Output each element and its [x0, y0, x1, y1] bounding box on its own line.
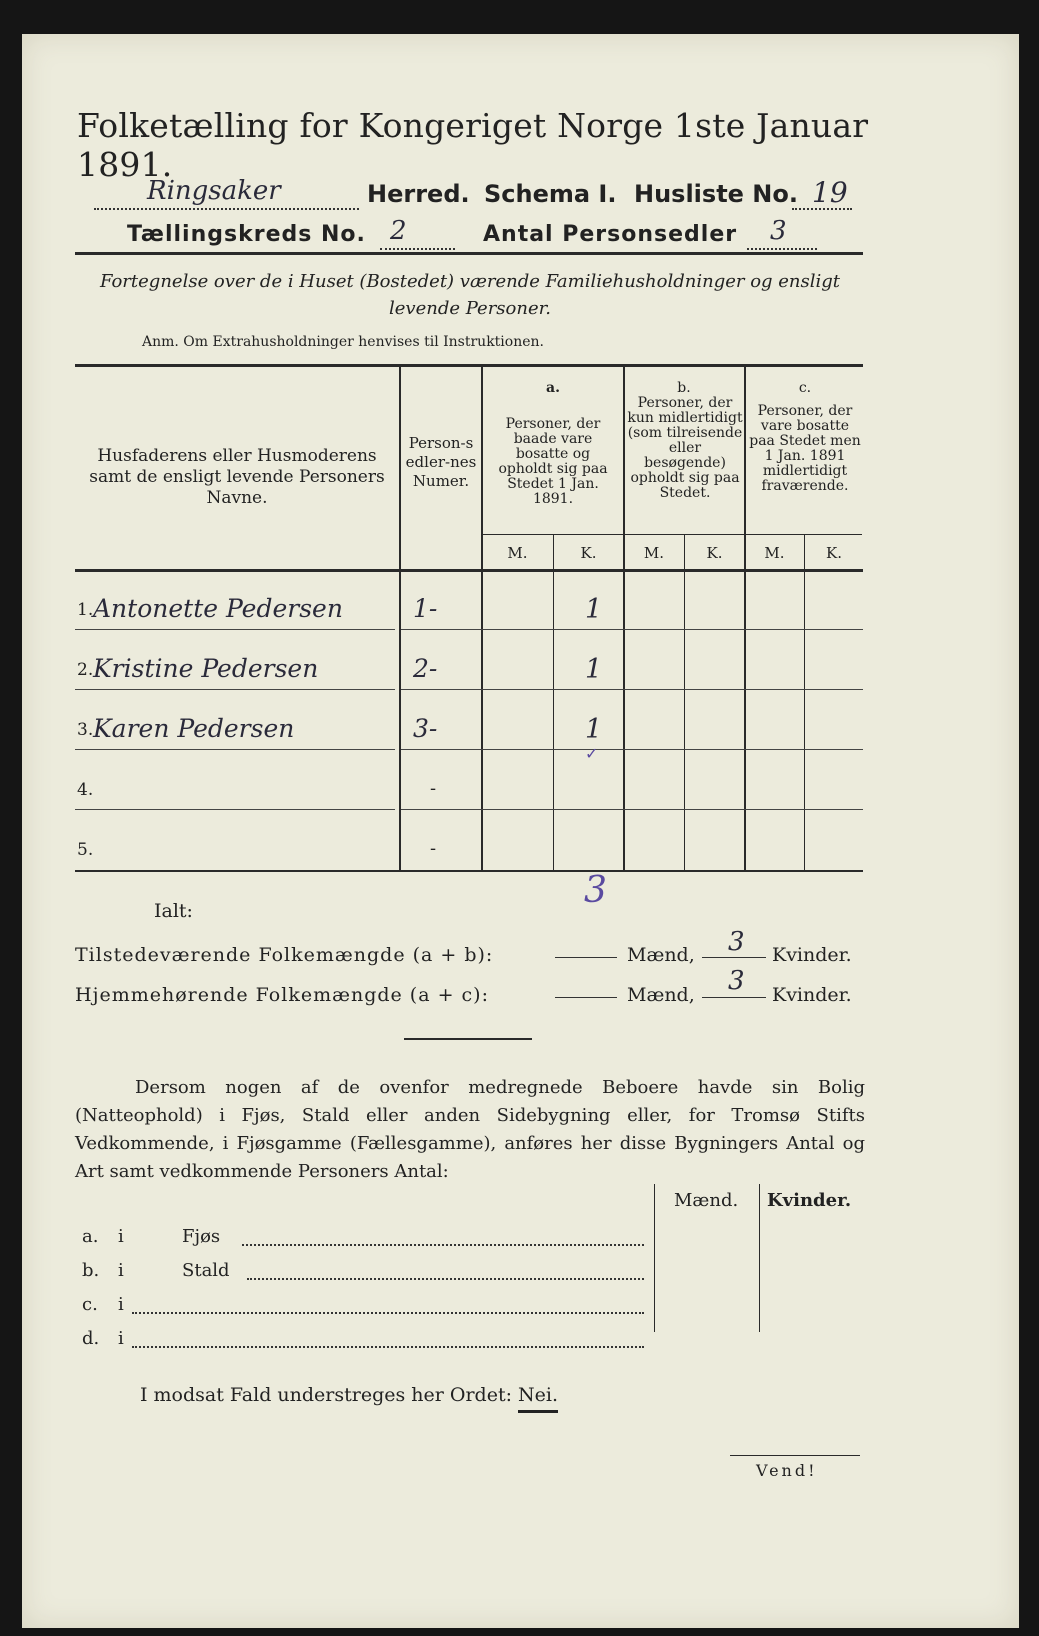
- table-row: [75, 814, 863, 870]
- building-row: [82, 1290, 652, 1320]
- count-a-k: 1: [585, 594, 603, 625]
- count-a-k: 1: [585, 714, 603, 745]
- building-i: i: [118, 1294, 124, 1315]
- k-label: K.: [580, 544, 597, 562]
- check-mark: ✓: [585, 744, 599, 763]
- building-letter: d.: [82, 1328, 100, 1349]
- building-letter: b.: [82, 1260, 100, 1281]
- building-row: [82, 1256, 652, 1286]
- personseddel-number: -: [430, 838, 437, 859]
- personseddel-number: 1-: [413, 594, 438, 623]
- tilstede-m-line: [555, 957, 617, 958]
- building-letter: a.: [82, 1226, 99, 1247]
- table-row: [75, 694, 863, 763]
- col-b-header: Personer, der kun midlertidigt (som tilreisende eller besøgende) opholdt sig paa Stedet.: [627, 395, 743, 501]
- modsat-prefix: I modsat Fald understreges her Ordet:: [140, 1384, 512, 1406]
- m-label: M.: [643, 544, 665, 562]
- table-row: [75, 754, 863, 814]
- maend-label: Mænd,: [627, 984, 695, 1006]
- kreds-label: Tællingskreds No.: [127, 222, 366, 247]
- husliste-value: 19: [812, 176, 848, 209]
- nei-word: Nei.: [518, 1384, 558, 1413]
- personseddel-number: -: [430, 778, 437, 799]
- col-a-header: Personer, der baade vare bosatte og opholdt sig paa Stedet 1 Jan. 1891.: [498, 416, 608, 507]
- kvinder-label: Kvinder.: [772, 944, 852, 966]
- buildings-vline: [654, 1184, 655, 1332]
- person-name: Karen Pedersen: [93, 714, 295, 743]
- building-label: Fjøs: [182, 1226, 221, 1247]
- row-number: 5.: [77, 840, 94, 860]
- building-i: i: [118, 1226, 124, 1247]
- hjemme-kvinder-value: 3: [728, 966, 745, 996]
- hjemme-label: Hjemmehørende Folkemængde (a + c):: [75, 984, 489, 1006]
- buildings-kvinder-header: Kvinder.: [767, 1190, 852, 1211]
- col-name-header: Husfaderens eller Husmoderens samt de ensligt levende Personers Navne.: [89, 446, 385, 508]
- header-rule: [75, 252, 863, 255]
- tilstede-label: Tilstedeværende Folkemængde (a + b):: [75, 944, 494, 966]
- building-row: [82, 1324, 652, 1354]
- m-label: M.: [507, 544, 528, 562]
- col-a-letter: a.: [546, 380, 560, 396]
- personseddel-number: 3-: [413, 714, 438, 743]
- k-label: K.: [826, 544, 842, 562]
- building-i: i: [118, 1260, 124, 1281]
- table-bottom-rule: [75, 870, 863, 872]
- table-row: [75, 634, 863, 694]
- tilstede-k-line: [702, 957, 766, 958]
- herred-value: Ringsaker: [147, 176, 281, 206]
- row-number: 3.: [77, 720, 94, 740]
- ialt-label: Ialt:: [154, 900, 193, 922]
- census-form-sheet: [22, 34, 1019, 1628]
- personsedler-label: Antal Personsedler: [483, 222, 738, 247]
- vend-label: Vend!: [756, 1461, 818, 1480]
- personsedler-value: 3: [770, 216, 787, 246]
- building-row: [82, 1222, 652, 1252]
- vend-rule: [730, 1455, 860, 1456]
- herred-label: Herred.: [367, 180, 470, 208]
- building-label: Stald: [182, 1260, 230, 1281]
- husliste-label: Husliste No.: [634, 180, 798, 208]
- row-number: 1.: [77, 600, 94, 620]
- hjemme-k-line: [702, 997, 766, 998]
- section-divider: [404, 1038, 532, 1040]
- table-row: [75, 574, 863, 634]
- row-number: 4.: [77, 780, 94, 800]
- mk-rule: [482, 534, 862, 535]
- maend-label: Mænd,: [627, 944, 695, 966]
- kreds-value: 2: [390, 216, 407, 246]
- row-number: 2.: [77, 660, 94, 680]
- person-name: Kristine Pedersen: [93, 654, 319, 683]
- buildings-vline: [759, 1184, 760, 1332]
- modsat-text: [140, 1384, 558, 1406]
- building-i: i: [118, 1328, 124, 1349]
- ialt-value: 3: [584, 870, 607, 911]
- hjemme-m-line: [555, 997, 617, 998]
- buildings-maend-header: Mænd.: [674, 1190, 739, 1211]
- col-num-header: Person-sedler-nes Numer.: [405, 434, 477, 490]
- person-name: Antonette Pedersen: [93, 594, 343, 623]
- form-title: Folketælling for Kongeriget Norge 1ste Januar 1891.: [77, 106, 869, 184]
- k-label: K.: [706, 544, 723, 562]
- kvinder-label: Kvinder.: [772, 984, 852, 1006]
- col-b-letter: b.: [677, 380, 691, 396]
- count-a-k: 1: [585, 654, 603, 685]
- col-c-letter: c.: [798, 380, 812, 396]
- tilstede-kvinder-value: 3: [728, 927, 745, 957]
- building-letter: c.: [82, 1294, 98, 1315]
- intro-text: Fortegnelse over de i Huset (Bostedet) værende Familiehusholdninger og ensligt levende Personer.: [99, 271, 841, 319]
- m-label: M.: [764, 544, 785, 562]
- schema-label: Schema I.: [484, 180, 617, 208]
- col-c-header: Personer, der vare bosatte paa Stedet men 1 Jan. 1891 midlertidigt fraværende.: [749, 403, 861, 494]
- personseddel-number: 2-: [413, 654, 438, 683]
- anm-note: Anm. Om Extrahusholdninger henvises til Instruktionen.: [142, 334, 544, 350]
- dersom-text: Dersom nogen af de ovenfor medregnede Beboere havde sin Bolig (Natteophold) i Fjøs, Stald eller anden Sidebygning eller, for Tromsø Stifts Vedkommende, i Fjøsgamme (Fællesgamme), anføres her disse Bygningers Antal og Art samt vedkommende Personers Antal:: [75, 1077, 865, 1182]
